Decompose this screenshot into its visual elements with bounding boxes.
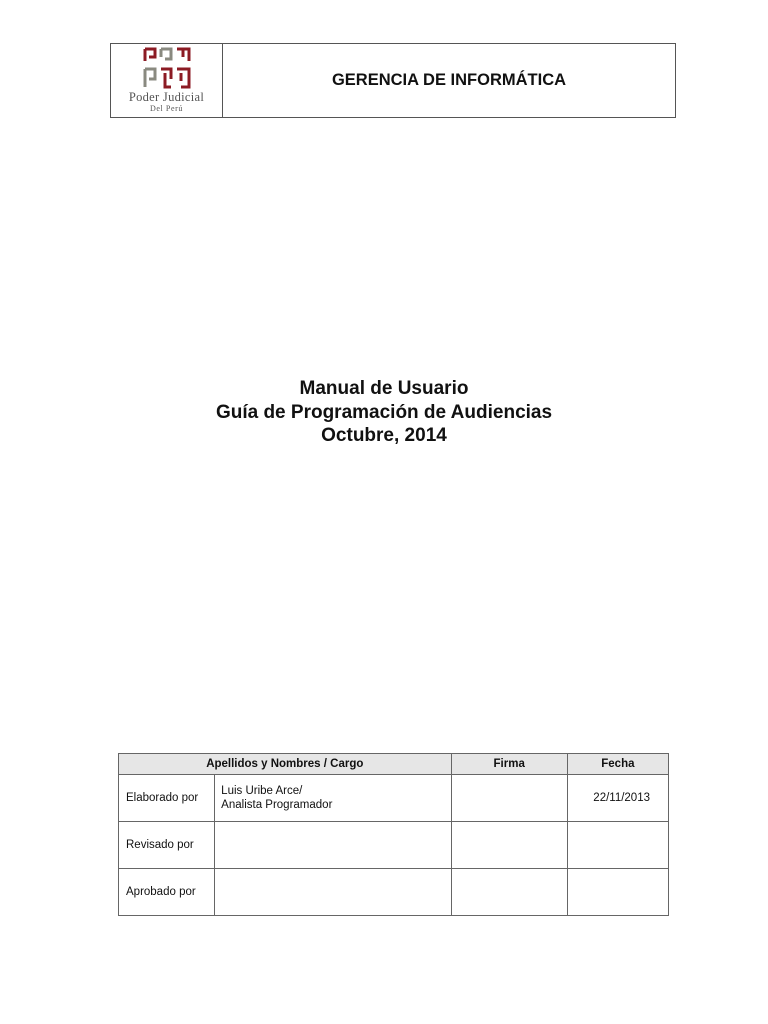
signature-cell (451, 775, 567, 822)
table-row (119, 822, 669, 869)
logo (111, 44, 223, 117)
poder-judicial-logo-icon (143, 47, 191, 89)
document-title (0, 377, 768, 448)
name-cell (215, 869, 451, 916)
logo-line1: Poder Judicial (128, 90, 205, 104)
row-label: Revisado por (119, 822, 215, 869)
table-row (119, 869, 669, 916)
name-line2: Analista Programador (221, 799, 333, 811)
column-header-name: Apellidos y Nombres / Cargo (119, 754, 452, 775)
column-header-date: Fecha (567, 754, 668, 775)
row-label: Elaborado por (119, 775, 215, 822)
name-cell (215, 822, 451, 869)
table-row (119, 775, 669, 822)
approval-table (118, 753, 669, 916)
signature-cell (451, 822, 567, 869)
title-line3: Octubre, 2014 (321, 425, 447, 446)
name-cell (215, 775, 451, 822)
signature-cell (451, 869, 567, 916)
document-header (110, 43, 676, 118)
date-cell (567, 822, 668, 869)
column-header-signature: Firma (451, 754, 567, 775)
header-title: GERENCIA DE INFORMÁTICA (331, 71, 567, 89)
name-line1: Luis Uribe Arce/ (221, 785, 303, 797)
logo-line2: Del Perú (149, 104, 183, 113)
title-line1: Manual de Usuario (299, 378, 469, 399)
date-cell (567, 869, 668, 916)
row-label: Aprobado por (119, 869, 215, 916)
title-line2: Guía de Programación de Audiencias (215, 401, 553, 423)
table-header-row (119, 754, 669, 775)
date-cell: 22/11/2013 (567, 775, 668, 822)
